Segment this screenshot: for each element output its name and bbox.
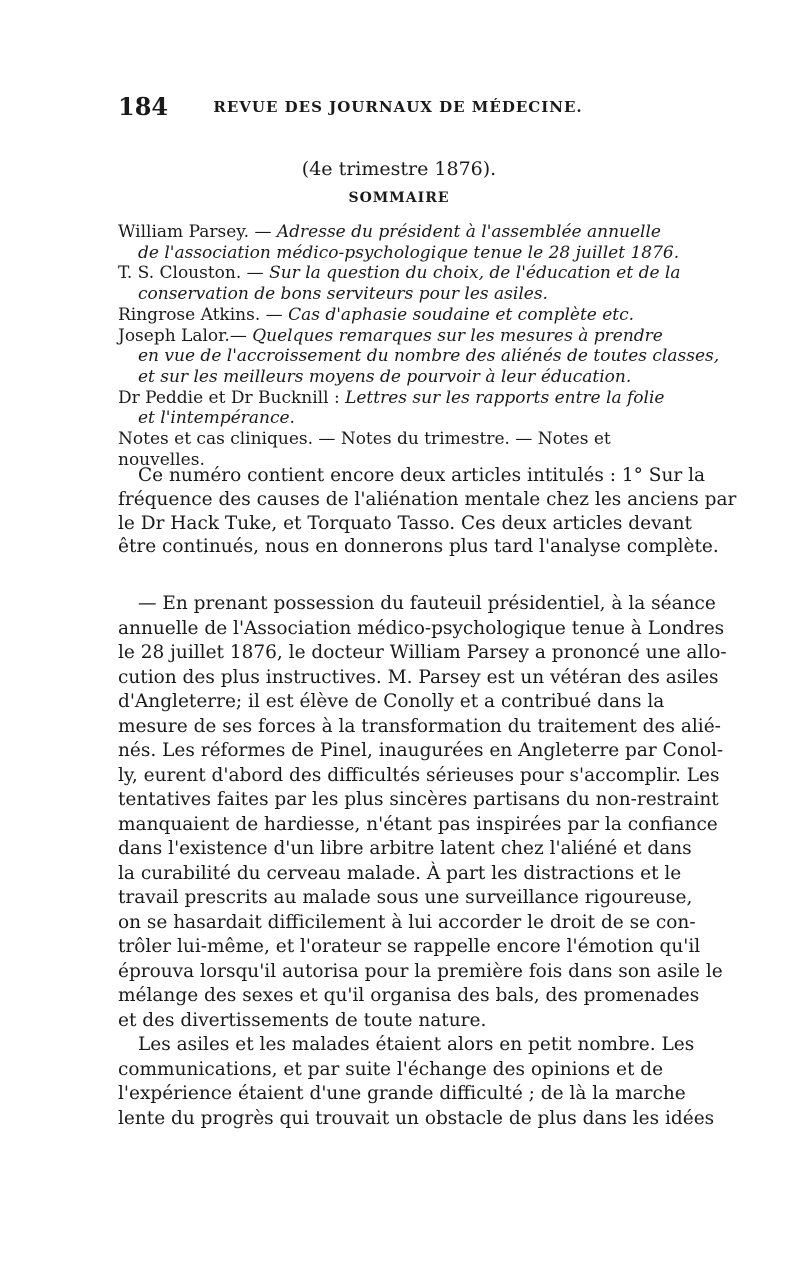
page-number: 184 bbox=[118, 92, 169, 121]
toc-author: Ringrose Atkins. — bbox=[118, 304, 289, 325]
toc-line bbox=[118, 367, 680, 388]
text-line: mélange des sexes et qu'il organisa des bals, des promenades bbox=[118, 985, 700, 1006]
text-line: Les asiles et les malades étaient alors en petit nombre. Les bbox=[138, 1034, 695, 1055]
text-line: la curabilité du cerveau malade. À part les distractions et le bbox=[118, 862, 682, 884]
toc-title: Quelques remarques sur les mesures à prendre bbox=[252, 325, 663, 346]
text-line: annuelle de l'Association médico-psychologique tenue à Londres bbox=[118, 617, 725, 639]
text-line: être continués, nous en donnerons plus tard l'analyse complète. bbox=[118, 536, 719, 558]
text-line: l'expérience étaient d'une grande difficulté ; de là la marche bbox=[118, 1083, 686, 1104]
toc-author: Dr Peddie et Dr Bucknill : bbox=[118, 387, 346, 408]
toc-line bbox=[118, 408, 680, 429]
toc-line bbox=[118, 263, 680, 284]
toc-line bbox=[118, 305, 680, 326]
toc-author: William Parsey. — bbox=[118, 222, 277, 242]
toc-title: Cas d'aphasie soudaine et complète etc. bbox=[288, 304, 635, 325]
toc-title: et sur les meilleurs moyens de pourvoir à leur éducation. bbox=[138, 366, 632, 387]
toc-title: de l'association médico-psychologique tenue le 28 juillet 1876. bbox=[138, 242, 680, 263]
toc-line bbox=[118, 326, 680, 347]
toc-title: conservation de bons serviteurs pour les asiles. bbox=[138, 284, 548, 305]
text-line: cution des plus instructives. M. Parsey est un vétéran des asiles bbox=[118, 666, 719, 688]
text-line: dans l'existence d'un libre arbitre latent chez l'aliéné et dans bbox=[118, 838, 692, 859]
text-line: le Dr Hack Tuke, et Torquato Tasso. Ces deux articles devant bbox=[118, 512, 692, 534]
toc-line bbox=[118, 243, 680, 264]
text-line: éprouva lorsqu'il autorisa pour la première fois dans son asile le bbox=[118, 960, 723, 982]
toc-title: et l'intempérance. bbox=[138, 408, 295, 429]
toc-author: nouvelles. bbox=[118, 449, 205, 470]
toc-title: Lettres sur les rapports entre la folie bbox=[345, 387, 665, 408]
page-header bbox=[118, 92, 678, 122]
paragraph-intro bbox=[118, 464, 737, 559]
text-line: on se hasardait difficilement à lui accorder le droit de se con- bbox=[118, 911, 696, 933]
toc-author: Joseph Lalor.— bbox=[118, 325, 253, 346]
text-line: le 28 juillet 1876, le docteur William Parsey a prononcé une allo- bbox=[118, 642, 727, 663]
text-line: trôler lui-même, et l'orateur se rappelle encore l'émotion qu'il bbox=[118, 936, 701, 957]
text-line: ly, eurent d'abord des difficultés sérieuses pour s'accomplir. Les bbox=[118, 764, 720, 786]
text-line: d'Angleterre; il est élève de Conolly et a contribué dans la bbox=[118, 691, 665, 712]
toc-line bbox=[118, 284, 680, 305]
toc-title: en vue de l'accroissement du nombre des aliénés de toutes classes, bbox=[138, 346, 720, 367]
text-line: tentatives faites par les plus sincères partisans du non-restraint bbox=[118, 789, 719, 810]
text-line: et des divertissements de toute nature. bbox=[118, 1009, 487, 1031]
text-line: nés. Les réformes de Pinel, inaugurées en Angleterre par Conol- bbox=[118, 740, 724, 761]
paragraph-main bbox=[118, 592, 727, 1131]
text-line: lente du progrès qui trouvait un obstacle de plus dans les idées bbox=[118, 1107, 715, 1129]
toc-title: Sur la question du choix, de l'éducation et de la bbox=[269, 263, 681, 284]
text-line: fréquence des causes de l'aliénation mentale chez les anciens par bbox=[118, 488, 737, 510]
sommaire-heading: SOMMAIRE bbox=[348, 190, 450, 206]
toc-author: T. S. Clouston. — bbox=[118, 263, 270, 284]
table-of-contents bbox=[118, 222, 720, 470]
running-title: REVUE DES JOURNAUX DE MÉDECINE. bbox=[213, 98, 583, 116]
toc-line bbox=[118, 429, 680, 450]
toc-line bbox=[118, 222, 680, 243]
toc-author: Notes et cas cliniques. — Notes du trimestre. — Notes et bbox=[118, 429, 611, 450]
text-line: mesure de ses forces à la transformation du traitement des alié- bbox=[118, 715, 721, 737]
text-line: Ce numéro contient encore deux articles intitulés : 1° Sur la bbox=[138, 465, 706, 486]
quarter-heading: (4e trimestre 1876). bbox=[301, 158, 497, 180]
text-line: communications, et par suite l'échange des opinions et de bbox=[118, 1058, 664, 1080]
toc-line bbox=[118, 346, 720, 367]
text-line: travail prescrits au malade sous une surveillance rigoureuse, bbox=[118, 887, 693, 908]
text-line: — En prenant possession du fauteuil présidentiel, à la séance bbox=[138, 593, 716, 614]
text-line: manquaient de hardiesse, n'étant pas inspirées par la confiance bbox=[118, 813, 718, 835]
toc-title: Adresse du président à l'assemblée annuelle bbox=[276, 222, 661, 242]
toc-line bbox=[118, 388, 680, 409]
